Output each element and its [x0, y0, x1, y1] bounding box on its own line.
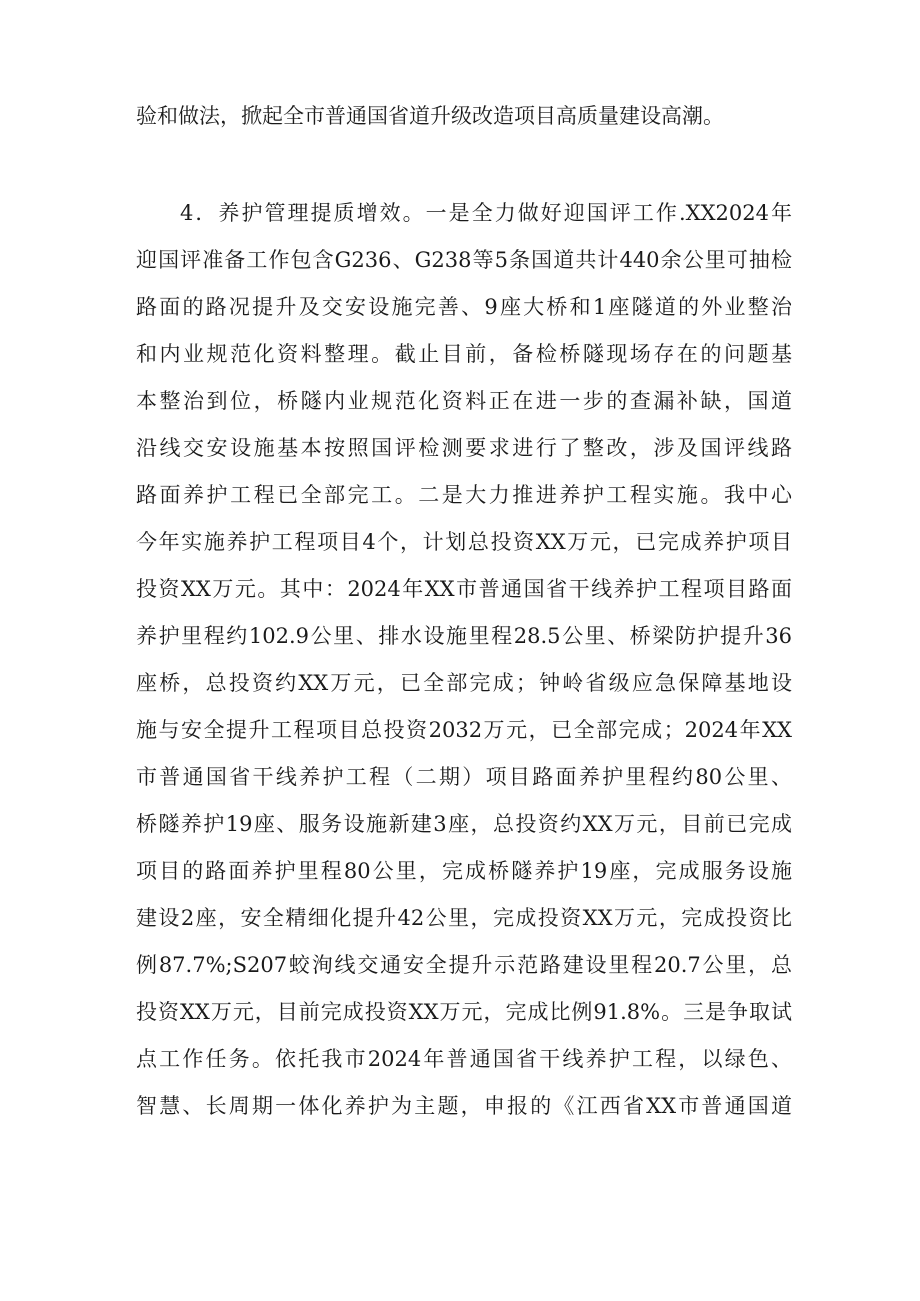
text-line: 投资XX万元。其中：2024年XX市普通国省干线养护工程项目路面: [136, 577, 792, 601]
text-line: 4．养护管理提质增效。一是全力做好迎国评工作.XX2024年: [180, 201, 792, 225]
text-line: 迎国评准备工作包含G236、G238等5条国道共计440余公里可抽检: [136, 248, 792, 272]
text-line: 施与安全提升工程项目总投资2032万元，已全部完成；2024年XX: [136, 718, 792, 742]
text-line: 今年实施养护工程项目4个，计划总投资XX万元，已完成养护项目: [136, 530, 792, 554]
text-line: 座桥，总投资约XX万元，已全部完成；钟岭省级应急保障基地设: [136, 671, 792, 695]
text-line: 本整治到位，桥隧内业规范化资料正在进一步的查漏补缺，国道: [136, 389, 792, 413]
text-line: 和内业规范化资料整理。截止目前，备检桥隧现场存在的问题基: [136, 342, 792, 366]
text-line: 项目的路面养护里程80公里，完成桥隧养护19座，完成服务设施: [136, 859, 792, 883]
text-line: 桥隧养护19座、服务设施新建3座，总投资约XX万元，目前已完成: [136, 812, 792, 836]
text-line: 养护里程约102.9公里、排水设施里程28.5公里、桥梁防护提升36: [136, 624, 792, 648]
text-line: 智慧、长周期一体化养护为主题，申报的《江西省XX市普通国道: [136, 1094, 792, 1118]
text-line: 建设2座，安全精细化提升42公里，完成投资XX万元，完成投资比: [136, 906, 792, 930]
text-line: 投资XX万元，目前完成投资XX万元，完成比例91.8%。三是争取试: [136, 1000, 792, 1024]
text-line: 路面的路况提升及交安设施完善、9座大桥和1座隧道的外业整治: [136, 295, 792, 319]
text-line: 沿线交安设施基本按照国评检测要求进行了整改，涉及国评线路: [136, 436, 792, 460]
text-line: 路面养护工程已全部完工。二是大力推进养护工程实施。我中心: [136, 483, 792, 507]
text-line: 点工作任务。依托我市2024年普通国省干线养护工程，以绿色、: [136, 1047, 792, 1071]
text-line: 验和做法，掀起全市普通国省道升级改造项目高质量建设高潮。: [136, 104, 724, 128]
text-line: 市普通国省干线养护工程（二期）项目路面养护里程约80公里、: [136, 765, 792, 789]
text-line: 例87.7%;S207蛟洵线交通安全提升示范路建设里程20.7公里，总: [136, 953, 792, 977]
